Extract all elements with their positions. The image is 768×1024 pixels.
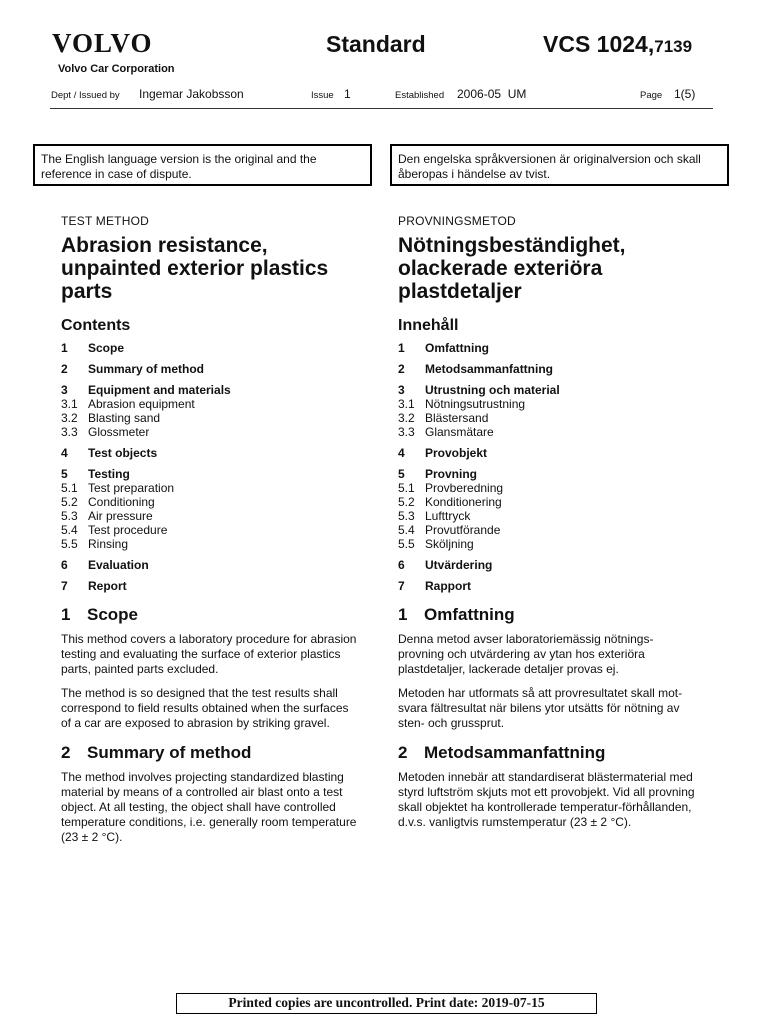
- toc-label: Omfattning: [425, 341, 489, 355]
- toc-item[interactable]: [398, 446, 698, 460]
- toc-label: Test preparation: [88, 481, 175, 495]
- contents-heading-sv: Innehåll: [398, 317, 459, 334]
- toc-item[interactable]: [398, 579, 698, 593]
- toc-item[interactable]: [61, 537, 361, 551]
- toc-item[interactable]: [398, 467, 698, 481]
- test-method-kicker: TEST METHOD: [61, 214, 149, 228]
- toc-number: 7: [398, 579, 405, 593]
- toc-number: 3.1: [61, 397, 78, 411]
- document-title-sv: Nötningsbeständighet, olackerade exteriöra plastdetaljer: [398, 234, 626, 303]
- toc-number: 5.5: [398, 537, 415, 551]
- toc-label: Scope: [88, 341, 125, 355]
- summary-paragraph-sv: Metoden innebär att standardiserat blästermaterial med styrd luftström skjuts mot ett provobjekt. Vid all provning skall objektet ha kontrollerade temperatur-förhållanden, d.v.s. vanligtvis rumstemperatur (23 ± 2 °C).: [398, 770, 695, 829]
- toc-item[interactable]: [61, 362, 361, 376]
- toc-item[interactable]: [398, 411, 698, 425]
- section-title: Omfattning: [424, 605, 515, 624]
- volvo-logo: VOLVO: [52, 28, 153, 58]
- toc-number: 3.1: [398, 397, 415, 411]
- toc-item[interactable]: [61, 481, 361, 495]
- toc-item[interactable]: [398, 341, 698, 355]
- toc-number: 5.4: [61, 523, 78, 537]
- toc-label: Provning: [425, 467, 478, 481]
- toc-item[interactable]: [61, 579, 361, 593]
- toc-item[interactable]: [61, 523, 361, 537]
- toc-number: 2: [61, 362, 68, 376]
- toc-item[interactable]: [398, 481, 698, 495]
- print-footer: Printed copies are uncontrolled. Print date: 2019-07-15: [176, 993, 597, 1014]
- doc-number-suffix: 7139: [654, 37, 693, 56]
- toc-item[interactable]: [61, 509, 361, 523]
- doc-number-main: VCS 1024,: [543, 31, 655, 57]
- toc-number: 5.5: [61, 537, 78, 551]
- toc-item[interactable]: [398, 558, 698, 572]
- toc-label: Blasting sand: [88, 411, 161, 425]
- test-method-kicker-sv: PROVNINGSMETOD: [398, 214, 516, 228]
- page-value: 1(5): [674, 87, 696, 101]
- toc-item[interactable]: [61, 495, 361, 509]
- table-of-contents: [61, 341, 361, 593]
- toc-number: 3.3: [398, 425, 415, 439]
- scope-paragraph-2: The method is so designed that the test results shall correspond to field results obtained when the surfaces of a car are exposed to abrasion by striking gravel.: [61, 686, 349, 730]
- toc-item[interactable]: [61, 446, 361, 460]
- toc-label: Test procedure: [88, 523, 168, 537]
- toc-label: Equipment and materials: [88, 383, 231, 397]
- toc-label: Air pressure: [88, 509, 153, 523]
- toc-number: 3.2: [61, 411, 78, 425]
- doc-number: [543, 31, 692, 58]
- dept-label: Dept / Issued by: [51, 90, 120, 101]
- toc-label: Provberedning: [425, 481, 504, 495]
- toc-item[interactable]: [398, 383, 698, 397]
- toc-item[interactable]: [61, 467, 361, 481]
- toc-label: Sköljning: [425, 537, 474, 551]
- toc-label: Testing: [88, 467, 130, 481]
- toc-label: Evaluation: [88, 558, 149, 572]
- toc-item[interactable]: [398, 397, 698, 411]
- toc-label: Rapport: [425, 579, 471, 593]
- toc-number: 5.2: [398, 495, 415, 509]
- toc-label: Utrustning och material: [425, 383, 560, 397]
- toc-number: 1: [61, 341, 68, 355]
- toc-item[interactable]: [398, 509, 698, 523]
- section-number: 1: [61, 605, 71, 624]
- toc-label: Rinsing: [88, 537, 129, 551]
- toc-number: 3.3: [61, 425, 78, 439]
- section-2-heading: [61, 743, 361, 763]
- toc-number: 2: [398, 362, 405, 376]
- toc-label: Blästersand: [425, 411, 489, 425]
- section-title: Metodsammanfattning: [424, 743, 606, 762]
- toc-number: 6: [61, 558, 68, 572]
- toc-label: Provutförande: [425, 523, 501, 537]
- scope-paragraph-1-sv: Denna metod avser laboratoriemässig nötnings-provning och utvärdering av ytan hos exteriöra plastdetaljer, lackerade detaljer provas ej.: [398, 632, 654, 676]
- doc-type: Standard: [326, 31, 426, 57]
- toc-label: Nötningsutrustning: [425, 397, 526, 411]
- section-1-heading-sv: [398, 605, 698, 625]
- table-of-contents-sv: [398, 341, 698, 593]
- established-label: Established: [395, 90, 445, 101]
- toc-number: 4: [61, 446, 68, 460]
- toc-item[interactable]: [398, 537, 698, 551]
- toc-item[interactable]: [61, 341, 361, 355]
- toc-item[interactable]: [61, 425, 361, 439]
- english-column: [61, 214, 361, 845]
- toc-item[interactable]: [61, 558, 361, 572]
- contents-heading: Contents: [61, 317, 131, 334]
- toc-item[interactable]: [398, 425, 698, 439]
- section-1-heading: [61, 605, 361, 625]
- notice-english: The English language version is the original and the reference in case of dispute.: [33, 144, 372, 186]
- toc-label: Summary of method: [88, 362, 205, 376]
- toc-item[interactable]: [61, 383, 361, 397]
- section-number: 2: [61, 743, 71, 762]
- toc-number: 7: [61, 579, 68, 593]
- toc-label: Glansmätare: [425, 425, 494, 439]
- toc-number: 3: [61, 383, 68, 397]
- toc-number: 6: [398, 558, 405, 572]
- swedish-column: [398, 214, 698, 830]
- section-2-heading-sv: [398, 743, 698, 763]
- issue-label: Issue: [311, 90, 334, 101]
- scope-paragraph-2-sv: Metoden har utformats så att provresultatet skall mot-svara fältresultat när bilens ytor utsätts för nötning av sten- och grussprut.: [398, 686, 683, 730]
- toc-label: Utvärdering: [425, 558, 493, 572]
- toc-label: Konditionering: [425, 495, 502, 509]
- toc-number: 3: [398, 383, 405, 397]
- toc-number: 1: [398, 341, 405, 355]
- section-title: Summary of method: [87, 743, 252, 762]
- toc-item[interactable]: [398, 495, 698, 509]
- scope-paragraph-1: This method covers a laboratory procedure for abrasion testing and evaluating the surface of exterior plastics parts, painted parts excluded.: [61, 632, 357, 676]
- established-value: 2006-05 UM: [457, 87, 527, 101]
- toc-number: 5.3: [61, 509, 78, 523]
- toc-item[interactable]: [398, 362, 698, 376]
- toc-label: Metodsammanfattning: [425, 362, 554, 376]
- toc-number: 5.3: [398, 509, 415, 523]
- toc-label: Provobjekt: [425, 446, 488, 460]
- section-title: Scope: [87, 605, 139, 624]
- toc-label: Conditioning: [88, 495, 155, 509]
- toc-label: Lufttryck: [425, 509, 471, 523]
- toc-item[interactable]: [398, 523, 698, 537]
- toc-label: Report: [88, 579, 127, 593]
- toc-number: 5: [398, 467, 405, 481]
- toc-number: 4: [398, 446, 405, 460]
- toc-number: 5.4: [398, 523, 415, 537]
- section-number: 2: [398, 743, 408, 762]
- toc-item[interactable]: [61, 411, 361, 425]
- header-rule: [50, 108, 713, 109]
- toc-number: 5.2: [61, 495, 78, 509]
- section-number: 1: [398, 605, 408, 624]
- issue-value: 1: [344, 87, 351, 101]
- toc-label: Glossmeter: [88, 425, 150, 439]
- toc-number: 5.1: [61, 481, 78, 495]
- page-label: Page: [640, 90, 663, 101]
- summary-paragraph: The method involves projecting standardized blasting material by means of a controlled air blast onto a test object. At all testing, the object shall have controlled temperature conditions, i.e. generally room temperature (23 ± 2 °C).: [61, 770, 357, 844]
- toc-label: Abrasion equipment: [88, 397, 195, 411]
- company-name: Volvo Car Corporation: [58, 63, 175, 75]
- toc-number: 5.1: [398, 481, 415, 495]
- toc-number: 5: [61, 467, 68, 481]
- dept-value: Ingemar Jakobsson: [139, 87, 244, 101]
- toc-number: 3.2: [398, 411, 415, 425]
- toc-label: Test objects: [88, 446, 158, 460]
- document-title: Abrasion resistance, unpainted exterior plastics parts: [61, 234, 329, 303]
- notice-swedish: Den engelska språkversionen är originalversion och skall åberopas i händelse av tvist.: [390, 144, 729, 186]
- toc-item[interactable]: [61, 397, 361, 411]
